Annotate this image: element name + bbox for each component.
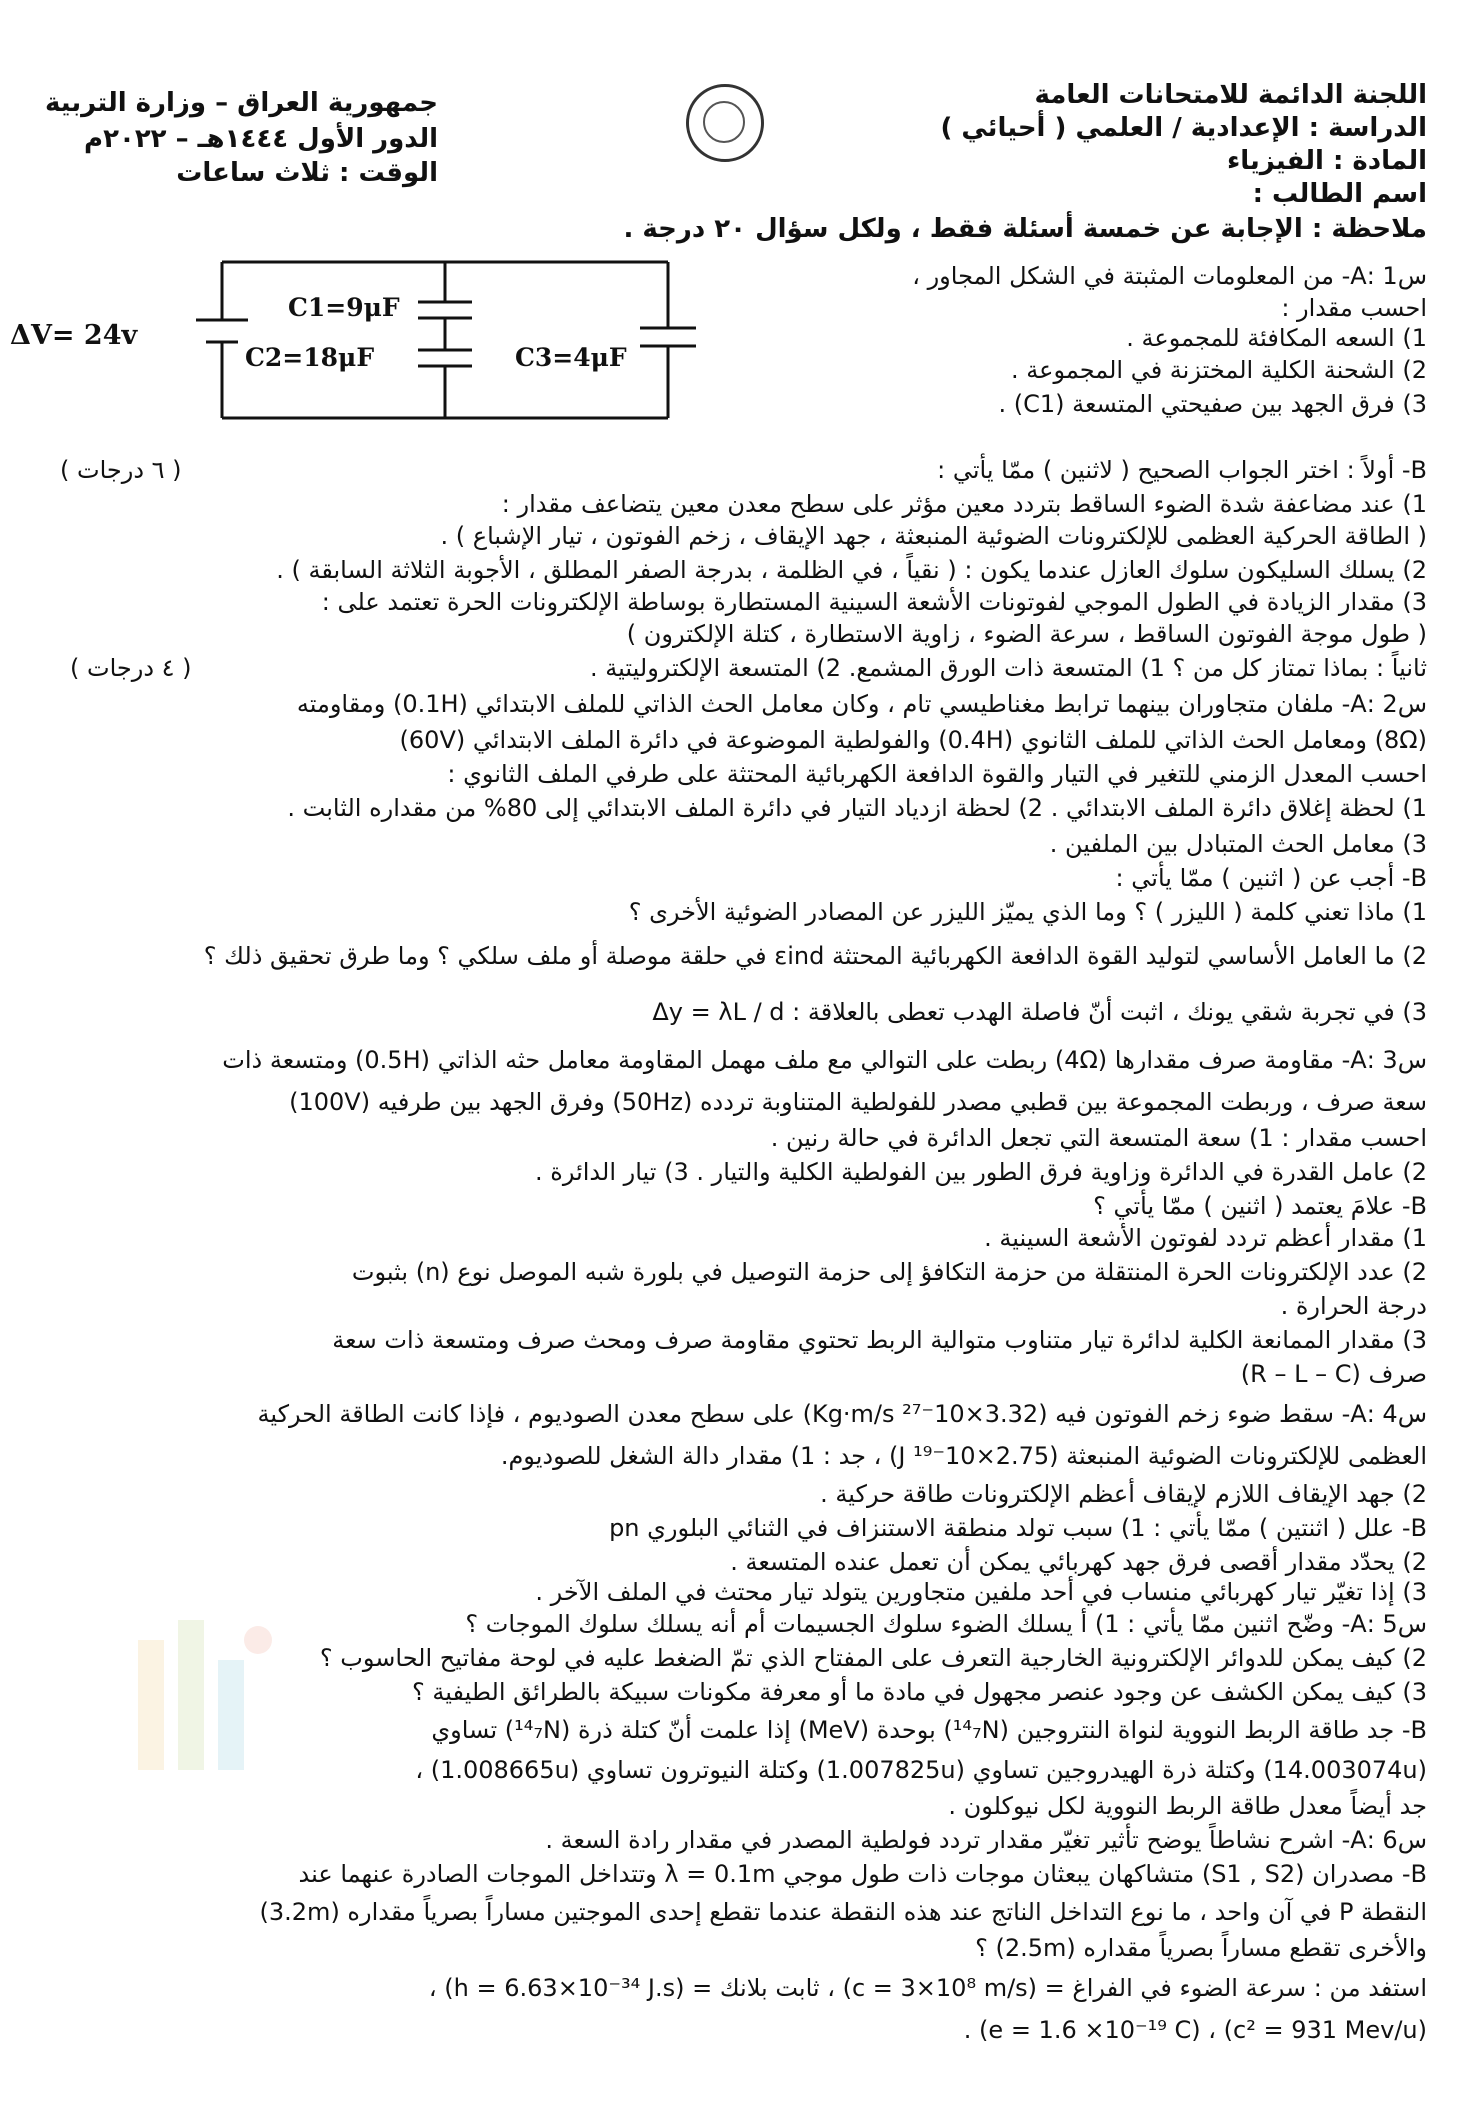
circuit-c3-label: C3=4μF	[515, 343, 627, 372]
q1-a-line-1: س1 :A- من المعلومات المثبتة في الشكل المجاور ،	[912, 262, 1427, 290]
q2-b-item-3: 3) في تجربة شقي يونك ، اثبت أنّ فاصلة الهدب تعطى بالعلاقة : Δy = λL / d	[652, 998, 1427, 1026]
q3-a-line-1: س3 :A- مقاومة صرف مقدارها (4Ω) ربطت على التوالي مع ملف مهمل المقاومة معامل حثه الذاتي (0.5H) ومتسعة ذات	[222, 1046, 1427, 1074]
q1-b-second-marks: ( ٤ درجات )	[70, 654, 192, 682]
q3-b-intro: B- علامَ يعتمد ( اثنين ) ممّا يأتي ؟	[1093, 1192, 1427, 1220]
q2-b-item-1: 1) ماذا تعني كلمة ( الليزر ) ؟ وما الذي يميّز الليزر عن المصادر الضوئية الأخرى ؟	[628, 898, 1427, 926]
q3-b-item-3: 3) مقدار الممانعة الكلية لدائرة تيار متناوب متوالية الربط تحتوي مقاومة صرف ومحث صرف ومتسعة ذات سعة	[332, 1326, 1427, 1354]
q5-b-line-1: B- جد طاقة الربط النووية لنواة النتروجين (¹⁴₇N) بوحدة (MeV) إذا علمت أنّ كتلة ذرة (¹⁴₇N) تساوي	[431, 1716, 1427, 1744]
q4-a-line-1: س4 :A- سقط ضوء زخم الفوتون فيه (3.32×10⁻²⁷ Kg·m/s) على سطح معدن الصوديوم ، فإذا كانت الطاقة الحركية	[257, 1400, 1427, 1428]
q3-a-item-2-3: 2) عامل القدرة في الدائرة وزاوية فرق الطور بين الفولطية الكلية والتيار . 3) تيار الدائرة .	[535, 1158, 1427, 1186]
q3-b-item-2: 2) عدد الإلكترونات الحرة المنتقلة من حزمة التكافؤ إلى حزمة التوصيل في بلورة شبه الموصل نوع (n) بثبوت	[351, 1258, 1427, 1286]
q1-b-item-1: 1) عند مضاعفة شدة الضوء الساقط بتردد معين مؤثر على سطح معدن معين يتضاعف مقدار :	[501, 490, 1427, 518]
q6-a-line: س6 :A- اشرح نشاطاً يوضح تأثير تغيّر مقدار تردد فولطية المصدر في مقدار رادة السعة .	[545, 1826, 1427, 1854]
q2-a-item-1-2: 1) لحظة إغلاق دائرة الملف الابتدائي . 2) لحظة ازدياد التيار في دائرة الملف الابتدائي إلى 80% من مقداره الثابت .	[287, 794, 1427, 822]
header-committee: اللجنة الدائمة للامتحانات العامة	[1034, 80, 1427, 110]
circuit-c2-label: C2=18μF	[245, 343, 375, 372]
header-subject: المادة : الفيزياء	[1226, 146, 1427, 176]
q1-b-item-1-options: ( الطاقة الحركية العظمى للإلكترونات الضوئية المنبعثة ، جهد الإيقاف ، زخم الفوتون ، تيار الإشباع ) .	[440, 522, 1427, 550]
q1-b-intro: B- أولاً : اختر الجواب الصحيح ( لاثنين ) ممّا يأتي :	[937, 456, 1427, 484]
q5-b-line-2: (14.003074u) وكتلة ذرة الهيدروجين تساوي (1.007825u) وكتلة النيوترون تساوي (1.008665u) ،	[415, 1756, 1427, 1784]
q3-b-item-3-cont: صرف (R – L – C)	[1240, 1360, 1427, 1388]
q5-b-line-3: جد أيضاً معدل طاقة الربط النووية لكل نيوكلون .	[948, 1792, 1427, 1820]
header-time: الوقت : ثلاث ساعات	[176, 158, 438, 188]
q1-b-second: ثانياً : بماذا تمتاز كل من ؟ 1) المتسعة ذات الورق المشمع. 2) المتسعة الإلكتروليتية .	[590, 654, 1427, 682]
q6-b-line-3: والأخرى تقطع مساراً بصرياً مقداره (2.5m) ؟	[975, 1934, 1427, 1962]
q1-a-item-1: 1) السعه المكافئة للمجموعة .	[1126, 324, 1427, 352]
q4-b-intro: B- علل ( اثنتين ) ممّا يأتي : 1) سبب تولد منطقة الاستنزاف في الثنائي البلوري pn	[609, 1514, 1427, 1542]
header-student-name: اسم الطالب :	[1252, 179, 1427, 209]
q1-a-line-2: احسب مقدار :	[1281, 294, 1427, 322]
q4-b-item-3: 3) إذا تغيّر تيار كهربائي منساب في أحد ملفين متجاورين يتولد تيار محتث في الملف الآخر .	[535, 1578, 1427, 1606]
q1-b-item-3-options: ( طول موجة الفوتون الساقط ، سرعة الضوء ، زاوية الاستطارة ، كتلة الإلكترون )	[626, 620, 1427, 648]
q2-a-line-1: س2 :A- ملفان متجاوران بينهما ترابط مغناطيسي تام ، وكان معامل الحث الذاتي للملف الابتدائي (0.1H) ومقاومته	[296, 690, 1427, 718]
capacitor-circuit-diagram	[0, 250, 700, 430]
q1-b-marks: ( ٦ درجات )	[60, 456, 182, 484]
q6-b-line-1: B- مصدران (S1 , S2) متشاكهان يبعثان موجات ذات طول موجي λ = 0.1m وتتداخل الموجات الصادرة عنهما عند	[298, 1860, 1427, 1888]
q5-a-item-1: س5 :A- وضّح اثنين ممّا يأتي : 1) أ يسلك الضوء سلوك الجسيمات أم أنه يسلك سلوك الموجات ؟	[465, 1610, 1427, 1638]
exam-note: ملاحظة : الإجابة عن خمسة أسئلة فقط ، ولكل سؤال ٢٠ درجة .	[623, 214, 1427, 244]
q3-b-item-1: 1) مقدار أعظم تردد لفوتون الأشعة السينية .	[984, 1224, 1427, 1252]
q3-a-line-2: سعة صرف ، وربطت المجموعة بين قطبي مصدر للفولطية المتناوبة تردده (50Hz) وفرق الجهد بين طرفيه (100V)	[289, 1088, 1427, 1116]
constants-line-1: استفد من : سرعة الضوء في الفراغ = (c = 3×10⁸ m/s) ، ثابت بلانك = (h = 6.63×10⁻³⁴ J.s) ،	[428, 1974, 1427, 2002]
ministry-seal-icon	[686, 84, 764, 162]
header-study: الدراسة : الإعدادية / العلمي ( أحيائي )	[940, 113, 1427, 143]
q6-b-line-2: النقطة P في آن واحد ، ما نوع التداخل الناتج عند هذه النقطة عندما تقطع إحدى الموجتين مساراً بصرياً مقداره (3.2m)	[259, 1898, 1427, 1926]
q5-a-item-2: 2) كيف يمكن للدوائر الإلكترونية الخارجية التعرف على المفتاح الذي تمّ الضغط عليه في لوحة مفاتيح الحاسوب ؟	[319, 1644, 1427, 1672]
q1-b-item-2: 2) يسلك السليكون سلوك العازل عندما يكون : ( نقياً ، في الظلمة ، بدرجة الصفر المطلق ، الأجوبة الثلاثة السابقة ) .	[276, 556, 1427, 584]
q2-b-intro: B- أجب عن ( اثنين ) ممّا يأتي :	[1115, 864, 1427, 892]
header-country: جمهورية العراق – وزارة التربية	[45, 88, 438, 118]
q4-b-item-2: 2) يحدّد مقدار أقصى فرق جهد كهربائي يمكن أن تعمل عنده المتسعة .	[730, 1548, 1427, 1576]
q2-a-line-3: احسب المعدل الزمني للتغير في التيار والقوة الدافعة الكهربائية المحتثة على طرفي الملف الثانوي :	[447, 760, 1427, 788]
q2-b-item-2: 2) ما العامل الأساسي لتوليد القوة الدافعة الكهربائية المحتثة εind في حلقة موصلة أو ملف سلكي ؟ وما طرق تحقيق ذلك ؟	[203, 942, 1427, 970]
watermark-logo-icon	[118, 1600, 288, 1790]
header-session: الدور الأول ١٤٤٤هـ – ٢٠٢٢م	[84, 124, 438, 154]
circuit-c1-label: C1=9μF	[288, 293, 400, 322]
q4-a-item-2: 2) جهد الإيقاف اللازم لإيقاف أعظم الإلكترونات طاقة حركية .	[820, 1480, 1427, 1508]
q1-b-item-3: 3) مقدار الزيادة في الطول الموجي لفوتونات الأشعة السينية المستطارة بوساطة الإلكترونات الحرة تعتمد على :	[321, 588, 1427, 616]
q4-a-line-2: العظمى للإلكترونات الضوئية المنبعثة (2.75×10⁻¹⁹ J) ، جد : 1) مقدار دالة الشغل للصوديوم.	[500, 1442, 1427, 1470]
q1-a-item-3: 3) فرق الجهد بين صفيحتي المتسعة (C1) .	[998, 390, 1427, 418]
q2-a-item-3: 3) معامل الحث المتبادل بين الملفين .	[1049, 830, 1427, 858]
q2-a-line-2: (8Ω) ومعامل الحث الذاتي للملف الثانوي (0.4H) والفولطية الموضوعة في دائرة الملف الابتدائي (60V)	[399, 726, 1427, 754]
q1-a-item-2: 2) الشحنة الكلية المختزنة في المجموعة .	[1011, 356, 1427, 384]
q3-b-item-2-cont: درجة الحرارة .	[1280, 1292, 1427, 1320]
constants-line-2: (c² = 931 Mev/u) ، (e = 1.6 ×10⁻¹⁹ C) .	[963, 2016, 1427, 2044]
q5-a-item-3: 3) كيف يمكن الكشف عن وجود عنصر مجهول في مادة ما أو معرفة مكونات سبيكة بالطرائق الطيفية ؟	[411, 1678, 1427, 1706]
q3-a-item-1: احسب مقدار : 1) سعة المتسعة التي تجعل الدائرة في حالة رنين .	[770, 1124, 1427, 1152]
circuit-voltage-label: ΔV= 24v	[10, 320, 138, 351]
